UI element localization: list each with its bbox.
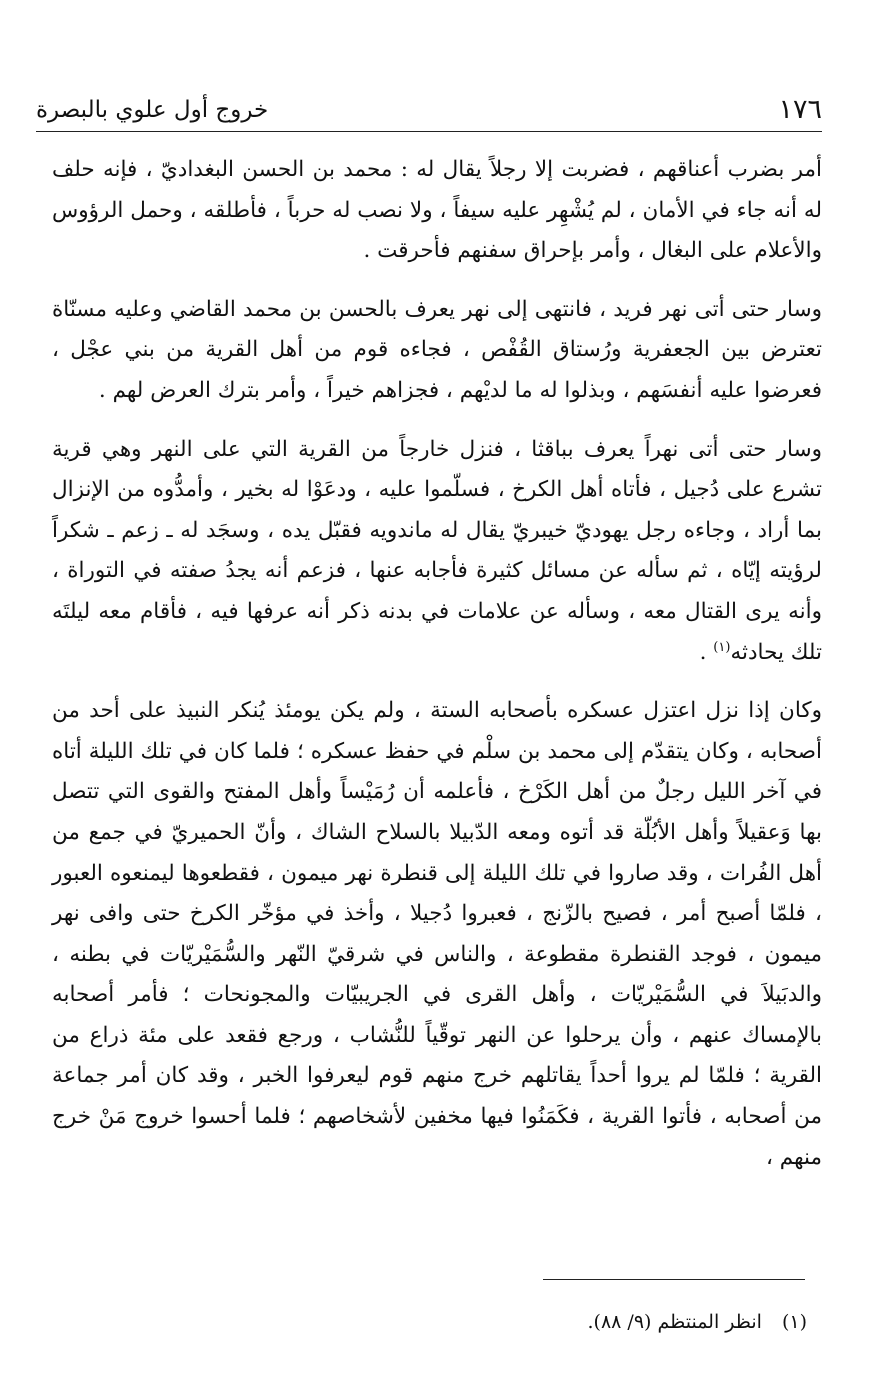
footnote-text: انظر المنتظم (٩/ ٨٨). (587, 1311, 762, 1333)
page-number: ١٧٦ (778, 94, 822, 125)
paragraph-1-text: أمر بضرب أعناقهم ، فضربت إلا رجلاً يقال له : محمد بن الحسن البغداديّ ، فإنه حلف له أنه جاء في الأمان ، لم يُشْهِر عليه سيفاً ، ولا نصب له حرباً ، فأطلقه ، وحمل الرؤوس والأعلام على البغال ، وأمر بإحراق سفنهم فأحرقت . (52, 157, 822, 264)
paragraph-4-text: وكان إذا نزل اعتزل عسكره بأصحابه الستة ، ولم يكن يومئذ يُنكر النبيذ على أحد من أصحابه ، وكان يتقدّم إلى محمد بن سلْم في حفظ عسكره ؛ فلما كان في تلك الليلة أتاه في آخر الليل رجلٌ من أهل الكَرْخ ، فأعلمه أن رُمَيْساً وأهل المفتح والقوى التي تتصل بها وَعقيلاً وأهل الأبُلّة قد أتوه ومعه الدّبيلا بالسلاح الشاك ، وأنّ الحميريّ في جمع من أهل الفُرات ، وقد صاروا في تلك الليلة إلى قنطرة نهر ميمون ، فقطعوها ليمنعوه العبور ، فلمّا أصبح أمر ، فصيح بالزّنج ، فعبروا دُجيلا ، وأخذ في مؤخّر الكرخ حتى وافى نهر ميمون ، فوجد القنطرة مقطوعة ، والناس في شرقيّ النّهر والسُّمَيْريّات في بطنه ، والدبَيلاَ في السُّمَيْريّات ، وأهل القرى في الجريبيّات والمجونحات ؛ فأمر أصحابه بالإمساك عنهم ، وأن يرحلوا عن النهر توقّياً للنُّشاب ، ورجع فقعد على مئة ذراع من القرية ؛ فلمّا لم يروا أحداً يقاتلهم خرج منهم قوم ليعرفوا الخبر ، وقد كان أمر جماعة من أصحابه ، فأتوا القرية ، فكَمَنُوا فيها مخفين لأشخاصهم ؛ فلما أحسوا خروج مَنْ خرج منهم ، (52, 698, 822, 1170)
footnote (67, 1308, 807, 1336)
footnote-separator (543, 1279, 805, 1280)
paragraph-4 (52, 691, 822, 1178)
paragraph-3-text: وسار حتى أتى نهراً يعرف بباقثا ، فنزل خارجاً من القرية التي على النهر وهي قرية تشرع على دُجيل ، فأتاه أهل الكرخ ، فسلّموا عليه ، ودعَوْا له بخير ، وأمدُّوه من الإنزال بما أراد ، وجاءه رجل يهوديّ خيبريّ يقال له ماندويه فقبّل يده ، وسجَد له ـ زعم ـ شكراً لرؤيته إيّاه ، ثم سأله عن مسائل كثيرة فأجابه عنها ، فزعم أنه يجدُ صفته في التوراة ، وأنه يرى القتال معه ، وسأله عن علامات في بدنه ذكر أنه عرفها فيه ، فأقام معه ليلتَه تلك يحادثه (52, 436, 822, 665)
body-text (52, 150, 822, 1178)
footnote-number: (١) (781, 1311, 807, 1333)
paragraph-1 (52, 150, 822, 272)
paragraph-3-end: . (699, 639, 714, 665)
paragraph-2-text: وسار حتى أتى نهر فريد ، فانتهى إلى نهر يعرف بالحسن بن محمد القاضي وعليه مسنّاة تعترض بين الجعفرية ورُستاق القُفْص ، فجاءه قوم من أهل القرية من بني عجْل ، فعرضوا عليه أنفسَهم ، وبذلوا له ما لديْهم ، فجزاهم خيراً ، وأمر بترك العرض لهم . (52, 296, 822, 403)
footnote-marker[interactable]: (١) (713, 639, 731, 655)
running-title: خروج أول علوي بالبصرة (36, 97, 269, 123)
paragraph-3 (52, 430, 822, 674)
page-header (36, 92, 822, 132)
paragraph-2 (52, 290, 822, 412)
